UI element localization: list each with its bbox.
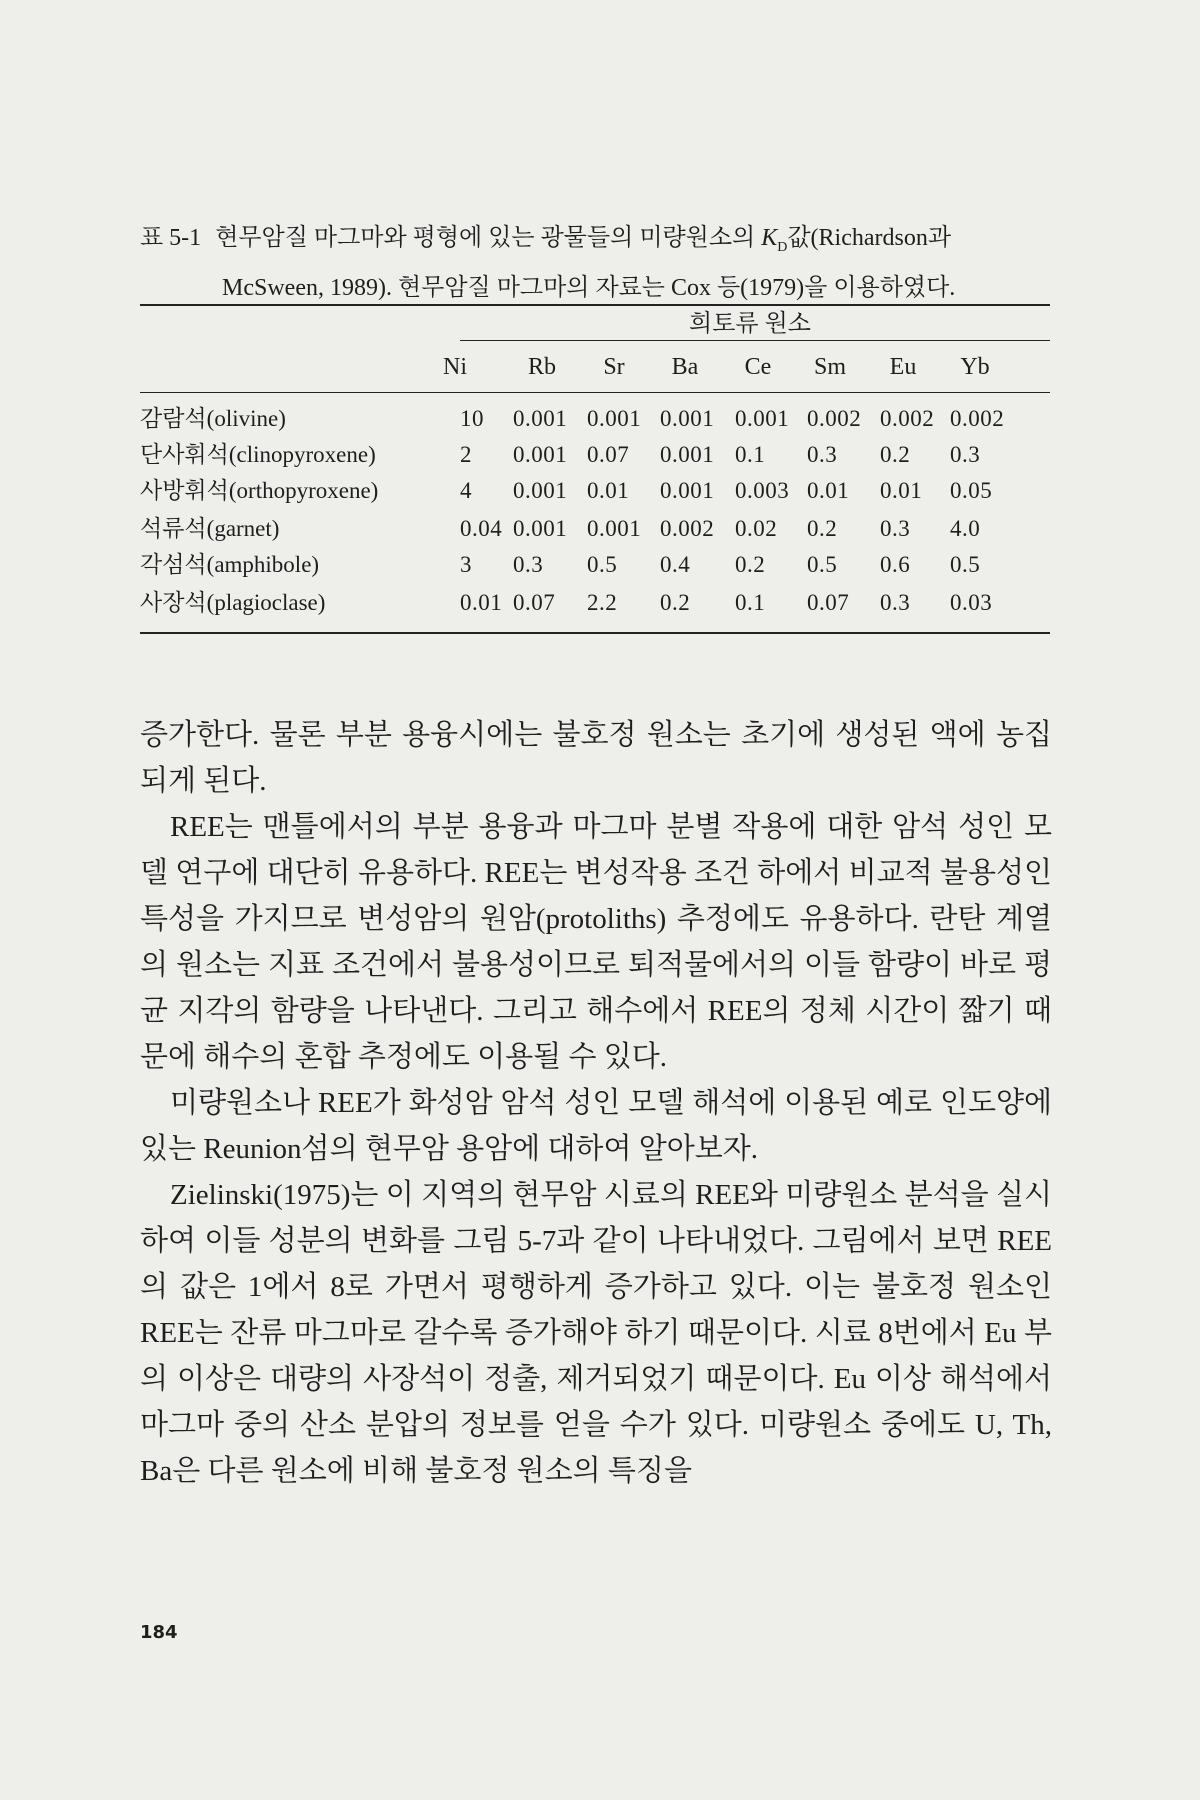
table-cell: 0.07 [807, 590, 850, 615]
column-header: Ce [744, 354, 772, 380]
body-text [140, 712, 1052, 1494]
table-cell: 0.2 [660, 590, 691, 615]
table-cell: 0.001 [587, 516, 642, 541]
table-cell: 0.03 [950, 590, 993, 615]
table-cell: 0.001 [513, 478, 568, 503]
table-cell: 2 [460, 442, 472, 467]
mineral-label: 단사휘석(clinopyroxene) [140, 442, 376, 467]
table-cell: 0.002 [807, 406, 862, 431]
column-header: Ba [671, 354, 699, 380]
column-header: Sm [813, 354, 846, 380]
table-cell: 10 [460, 406, 484, 431]
mineral-label: 감람석(olivine) [140, 406, 286, 431]
table-cell: 0.1 [735, 442, 766, 467]
table-cell: 3 [460, 552, 472, 577]
table-cell: 4.0 [950, 516, 981, 541]
table-caption [140, 218, 1060, 308]
mineral-label: 사장석(plagioclase) [140, 590, 326, 615]
table-top-rule [140, 304, 1050, 306]
page-number: 184 [140, 1622, 178, 1643]
table-cell: 0.04 [460, 516, 503, 541]
table-cell: 0.3 [807, 442, 838, 467]
mineral-label: 각섬석(amphibole) [140, 552, 320, 577]
table-cell: 4 [460, 478, 472, 503]
table-cell: 0.3 [950, 442, 981, 467]
table-cell: 0.1 [735, 590, 766, 615]
column-header: Eu [889, 354, 917, 380]
table-cell: 2.2 [587, 590, 618, 615]
table-cell: 0.6 [880, 552, 911, 577]
table-cell: 0.5 [807, 552, 838, 577]
column-header: Ni [443, 354, 467, 380]
table-cell: 0.001 [513, 406, 568, 431]
table-cell: 0.05 [950, 478, 993, 503]
paragraph: Zielinski(1975)는 이 지역의 현무암 시료의 REE와 미량원소 분석을 실시하여 이들 성분의 변화를 그림 5-7과 같이 나타내었다. 그림에서 보면 REE의 값은 1에서 8로 가면서 평행하게 증가하고 있다. 이는 불호정 원소인 REE는 잔류 마그마로 갈수록 증가해야 하기 때문이다. 시료 8번에서 Eu 부의 이상은 대량의 사장석이 정출, 제거되었기 때문이다. Eu 이상 해석에서 마그마 중의 산소 분압의 정보를 얻을 수가 있다. 미량원소 중에도 U, Th, Ba은 다른 원소에 비해 불호정 원소의 특징을 [140, 1179, 1052, 1487]
table-cell: 0.07 [587, 442, 630, 467]
table-cell: 0.002 [660, 516, 715, 541]
table-cell: 0.3 [880, 590, 911, 615]
table-cell: 0.02 [735, 516, 778, 541]
paragraph: 미량원소나 REE가 화성암 암석 성인 모델 해석에 이용된 예로 인도양에 있는 Reunion섬의 현무암 용암에 대하여 알아보자. [140, 1087, 1052, 1165]
table-cell: 0.2 [880, 442, 911, 467]
table-cell: 0.001 [660, 442, 715, 467]
table-cell: 0.5 [950, 552, 981, 577]
paragraph: 증가한다. 물론 부분 용융시에는 불호정 원소는 초기에 생성된 액에 농집되게 된다. [140, 719, 1052, 797]
mineral-label: 석류석(garnet) [140, 516, 280, 541]
table-cell: 0.001 [513, 442, 568, 467]
table-cell: 0.3 [513, 552, 544, 577]
table-cell: 0.4 [660, 552, 691, 577]
table-cell: 0.3 [880, 516, 911, 541]
paragraph: REE는 맨틀에서의 부분 용융과 마그마 분별 작용에 대한 암석 성인 모델 연구에 대단히 유용하다. REE는 변성작용 조건 하에서 비교적 불용성인 특성을 가지므로 변성암의 원암(protoliths) 추정에도 유용하다. 란탄 계열의 원소는 지표 조건에서 불용성이므로 퇴적물에서의 이들 함량이 바로 평균 지각의 함량을 나타낸다. 그리고 해수에서 REE의 정체 시간이 짧기 때문에 해수의 혼합 추정에도 이용될 수 있다. [140, 811, 1052, 1073]
table-cell: 0.07 [513, 590, 556, 615]
table-bottom-rule [140, 632, 1050, 634]
table-cell: 0.001 [513, 516, 568, 541]
table-cell: 0.01 [460, 590, 503, 615]
table-header-rule [140, 392, 1050, 393]
table-cell: 0.001 [660, 478, 715, 503]
column-header: Rb [527, 354, 556, 380]
mineral-label: 사방휘석(orthopyroxene) [140, 478, 379, 503]
table-cell: 0.01 [807, 478, 850, 503]
table-cell: 0.003 [735, 478, 790, 503]
column-header: Yb [960, 354, 990, 380]
table-cell: 0.01 [587, 478, 630, 503]
table-cell: 0.01 [880, 478, 923, 503]
table-cell: 0.2 [807, 516, 838, 541]
caption-text-pre: 현무암질 마그마와 평형에 있는 광물들의 미량원소의 [215, 225, 762, 251]
caption-text-post: 값(Richardson과 [787, 225, 952, 251]
table-cell: 0.001 [587, 406, 642, 431]
table-cell: 0.2 [735, 552, 766, 577]
caption-line-2: McSween, 1989). 현무암질 마그마의 자료는 Cox 등(1979)을 이용하였다. [222, 274, 956, 301]
table-label: 표 5-1 [140, 225, 202, 251]
caption-line-1 [140, 218, 1060, 268]
kd-symbol: $K_D$ [761, 225, 788, 255]
table-cell: 0.002 [950, 406, 1005, 431]
table-cell: 0.001 [735, 406, 790, 431]
table-cell: 0.002 [880, 406, 935, 431]
group-header-rule [460, 340, 1050, 341]
table-group-header: 희토류 원소 [689, 311, 811, 337]
table-cell: 0.5 [587, 552, 618, 577]
table-cell: 0.001 [660, 406, 715, 431]
column-header: Sr [603, 354, 625, 380]
